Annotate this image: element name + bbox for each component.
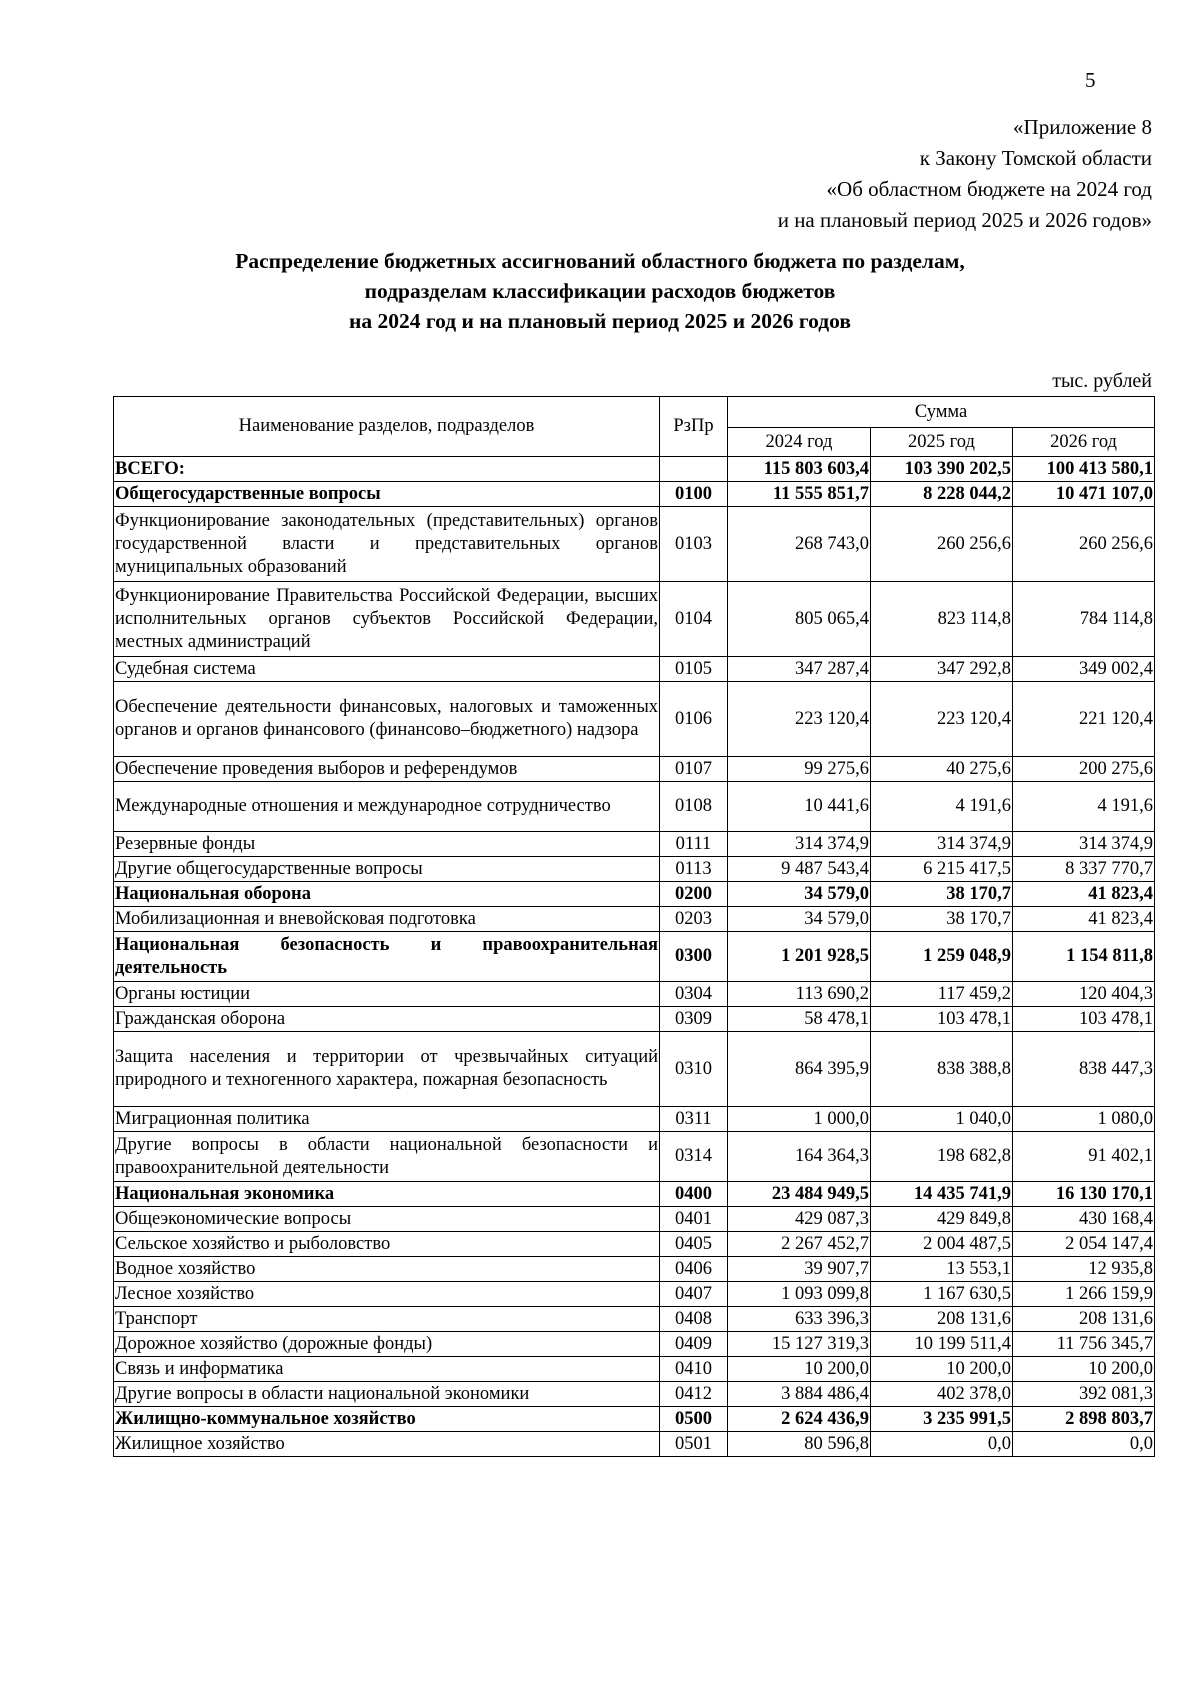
table-row	[114, 1407, 1155, 1432]
row-value-2024: 1 201 928,5	[728, 932, 871, 982]
row-code: 0310	[660, 1032, 728, 1107]
row-code: 0401	[660, 1207, 728, 1232]
row-value-2026: 784 114,8	[1013, 582, 1155, 657]
table-row	[114, 1007, 1155, 1032]
row-value-2024: 34 579,0	[728, 907, 871, 932]
title-line: подразделам классификации расходов бюджетов	[364, 279, 836, 303]
row-value-2024: 268 743,0	[728, 507, 871, 582]
row-name: Гражданская оборона	[114, 1007, 660, 1032]
table-row	[114, 1207, 1155, 1232]
row-code: 0203	[660, 907, 728, 932]
row-name: Мобилизационная и вневойсковая подготовка	[114, 907, 660, 932]
row-value-2025: 402 378,0	[871, 1382, 1013, 1407]
table-row	[114, 507, 1155, 582]
row-code	[660, 457, 728, 482]
row-value-2025: 223 120,4	[871, 682, 1013, 757]
row-name: Национальная экономика	[114, 1182, 660, 1207]
row-value-2025: 40 275,6	[871, 757, 1013, 782]
row-code: 0200	[660, 882, 728, 907]
row-value-2026: 200 275,6	[1013, 757, 1155, 782]
row-value-2024: 3 884 486,4	[728, 1382, 871, 1407]
row-value-2026: 392 081,3	[1013, 1382, 1155, 1407]
row-name: Жилищное хозяйство	[114, 1432, 660, 1457]
appendix-line: к Закону Томской области	[919, 146, 1152, 170]
row-value-2025: 0,0	[871, 1432, 1013, 1457]
table-row	[114, 1382, 1155, 1407]
table-row	[114, 1257, 1155, 1282]
header-year-2024: 2024 год	[728, 428, 871, 457]
page-number: 5	[1085, 68, 1096, 92]
row-value-2025: 314 374,9	[871, 832, 1013, 857]
row-code: 0410	[660, 1357, 728, 1382]
row-value-2024: 805 065,4	[728, 582, 871, 657]
row-value-2025: 117 459,2	[871, 982, 1013, 1007]
row-name: Функционирование законодательных (представительных) органов государственной власти и представительных органов муниципальных образований	[114, 507, 660, 582]
row-code: 0103	[660, 507, 728, 582]
row-code: 0105	[660, 657, 728, 682]
row-value-2026: 12 935,8	[1013, 1257, 1155, 1282]
header-year-2025: 2025 год	[871, 428, 1013, 457]
row-value-2024: 23 484 949,5	[728, 1182, 871, 1207]
row-code: 0405	[660, 1232, 728, 1257]
row-name: Функционирование Правительства Российской Федерации, высших исполнительных органов субъектов Российской Федерации, местных администраций	[114, 582, 660, 657]
row-value-2025: 429 849,8	[871, 1207, 1013, 1232]
table-body	[114, 457, 1155, 1457]
row-value-2026: 2 898 803,7	[1013, 1407, 1155, 1432]
table-row	[114, 1182, 1155, 1207]
row-value-2024: 864 395,9	[728, 1032, 871, 1107]
row-name: ВСЕГО:	[114, 457, 660, 482]
row-value-2026: 1 080,0	[1013, 1107, 1155, 1132]
row-value-2024: 99 275,6	[728, 757, 871, 782]
title-line: на 2024 год и на плановый период 2025 и 2026 годов	[349, 309, 851, 333]
row-value-2024: 11 555 851,7	[728, 482, 871, 507]
row-code: 0104	[660, 582, 728, 657]
row-code: 0406	[660, 1257, 728, 1282]
row-value-2026: 349 002,4	[1013, 657, 1155, 682]
table-row	[114, 582, 1155, 657]
row-code: 0501	[660, 1432, 728, 1457]
row-code: 0314	[660, 1132, 728, 1182]
table-row	[114, 1107, 1155, 1132]
row-value-2026: 91 402,1	[1013, 1132, 1155, 1182]
row-value-2025: 347 292,8	[871, 657, 1013, 682]
row-value-2025: 1 040,0	[871, 1107, 1013, 1132]
row-code: 0113	[660, 857, 728, 882]
table-row	[114, 782, 1155, 832]
row-value-2025: 823 114,8	[871, 582, 1013, 657]
row-code: 0412	[660, 1382, 728, 1407]
row-value-2025: 838 388,8	[871, 1032, 1013, 1107]
row-name: Национальная оборона	[114, 882, 660, 907]
row-value-2026: 260 256,6	[1013, 507, 1155, 582]
row-value-2024: 347 287,4	[728, 657, 871, 682]
row-value-2026: 0,0	[1013, 1432, 1155, 1457]
row-value-2026: 41 823,4	[1013, 907, 1155, 932]
row-value-2025: 13 553,1	[871, 1257, 1013, 1282]
row-value-2024: 58 478,1	[728, 1007, 871, 1032]
row-value-2025: 1 167 630,5	[871, 1282, 1013, 1307]
row-value-2025: 4 191,6	[871, 782, 1013, 832]
row-value-2024: 10 441,6	[728, 782, 871, 832]
row-value-2026: 103 478,1	[1013, 1007, 1155, 1032]
row-value-2024: 429 087,3	[728, 1207, 871, 1232]
row-value-2024: 633 396,3	[728, 1307, 871, 1332]
row-name: Общегосударственные вопросы	[114, 482, 660, 507]
row-value-2025: 260 256,6	[871, 507, 1013, 582]
row-value-2025: 6 215 417,5	[871, 857, 1013, 882]
row-name: Водное хозяйство	[114, 1257, 660, 1282]
row-value-2026: 838 447,3	[1013, 1032, 1155, 1107]
row-name: Другие общегосударственные вопросы	[114, 857, 660, 882]
row-name: Судебная система	[114, 657, 660, 682]
row-value-2025: 2 004 487,5	[871, 1232, 1013, 1257]
row-value-2026: 10 200,0	[1013, 1357, 1155, 1382]
table-row	[114, 1307, 1155, 1332]
row-code: 0111	[660, 832, 728, 857]
row-value-2024: 223 120,4	[728, 682, 871, 757]
row-code: 0300	[660, 932, 728, 982]
appendix-line: и на плановый период 2025 и 2026 годов»	[777, 208, 1152, 232]
row-value-2024: 113 690,2	[728, 982, 871, 1007]
row-name: Защита населения и территории от чрезвычайных ситуаций природного и техногенного характера, пожарная безопасность	[114, 1032, 660, 1107]
table-row	[114, 1132, 1155, 1182]
row-value-2025: 14 435 741,9	[871, 1182, 1013, 1207]
row-name: Миграционная политика	[114, 1107, 660, 1132]
row-name: Общеэкономические вопросы	[114, 1207, 660, 1232]
row-value-2025: 38 170,7	[871, 882, 1013, 907]
row-code: 0107	[660, 757, 728, 782]
row-name: Другие вопросы в области национальной экономики	[114, 1382, 660, 1407]
row-value-2024: 164 364,3	[728, 1132, 871, 1182]
row-value-2024: 80 596,8	[728, 1432, 871, 1457]
row-value-2024: 1 000,0	[728, 1107, 871, 1132]
row-value-2026: 1 266 159,9	[1013, 1282, 1155, 1307]
table-row	[114, 932, 1155, 982]
row-value-2024: 2 624 436,9	[728, 1407, 871, 1432]
row-value-2026: 430 168,4	[1013, 1207, 1155, 1232]
row-value-2025: 10 200,0	[871, 1357, 1013, 1382]
table-row	[114, 1432, 1155, 1457]
row-value-2025: 1 259 048,9	[871, 932, 1013, 982]
header-code: РзПр	[660, 397, 728, 457]
table-row	[114, 857, 1155, 882]
row-value-2024: 9 487 543,4	[728, 857, 871, 882]
row-value-2025: 10 199 511,4	[871, 1332, 1013, 1357]
row-code: 0309	[660, 1007, 728, 1032]
row-value-2025: 3 235 991,5	[871, 1407, 1013, 1432]
row-value-2026: 2 054 147,4	[1013, 1232, 1155, 1257]
header-year-2026: 2026 год	[1013, 428, 1155, 457]
row-name: Дорожное хозяйство (дорожные фонды)	[114, 1332, 660, 1357]
table-row	[114, 982, 1155, 1007]
row-value-2024: 1 093 099,8	[728, 1282, 871, 1307]
appendix-line: «Об областном бюджете на 2024 год	[826, 177, 1152, 201]
table-row	[114, 1032, 1155, 1107]
row-name: Сельское хозяйство и рыболовство	[114, 1232, 660, 1257]
table-row	[114, 482, 1155, 507]
table-row	[114, 1232, 1155, 1257]
row-name: Обеспечение деятельности финансовых, налоговых и таможенных органов и органов финансового (финансово–бюджетного) надзора	[114, 682, 660, 757]
document-title	[0, 246, 1200, 336]
row-code: 0500	[660, 1407, 728, 1432]
row-value-2024: 34 579,0	[728, 882, 871, 907]
row-name: Жилищно-коммунальное хозяйство	[114, 1407, 660, 1432]
row-name: Резервные фонды	[114, 832, 660, 857]
row-code: 0304	[660, 982, 728, 1007]
appendix-line: «Приложение 8	[1013, 115, 1152, 139]
row-value-2024: 15 127 319,3	[728, 1332, 871, 1357]
table-row	[114, 1332, 1155, 1357]
row-value-2024: 10 200,0	[728, 1357, 871, 1382]
row-code: 0106	[660, 682, 728, 757]
table-row	[114, 657, 1155, 682]
table-row	[114, 1282, 1155, 1307]
row-name: Другие вопросы в области национальной безопасности и правоохранительной деятельности	[114, 1132, 660, 1182]
header-name: Наименование разделов, подразделов	[114, 397, 660, 457]
row-value-2026: 120 404,3	[1013, 982, 1155, 1007]
table-row	[114, 457, 1155, 482]
units-label: тыс. рублей	[1052, 370, 1152, 392]
row-value-2026: 314 374,9	[1013, 832, 1155, 857]
row-value-2024: 115 803 603,4	[728, 457, 871, 482]
table-row	[114, 682, 1155, 757]
row-name: Международные отношения и международное сотрудничество	[114, 782, 660, 832]
table-row	[114, 757, 1155, 782]
row-value-2025: 103 390 202,5	[871, 457, 1013, 482]
row-value-2026: 208 131,6	[1013, 1307, 1155, 1332]
table-row	[114, 907, 1155, 932]
row-code: 0400	[660, 1182, 728, 1207]
budget-table	[113, 396, 1155, 1457]
row-value-2024: 314 374,9	[728, 832, 871, 857]
row-value-2025: 198 682,8	[871, 1132, 1013, 1182]
row-value-2026: 8 337 770,7	[1013, 857, 1155, 882]
row-value-2026: 16 130 170,1	[1013, 1182, 1155, 1207]
header-sum: Сумма	[728, 397, 1155, 428]
row-code: 0408	[660, 1307, 728, 1332]
row-value-2026: 221 120,4	[1013, 682, 1155, 757]
row-value-2026: 41 823,4	[1013, 882, 1155, 907]
row-name: Обеспечение проведения выборов и референдумов	[114, 757, 660, 782]
row-code: 0311	[660, 1107, 728, 1132]
appendix-reference	[778, 112, 1152, 236]
table-row	[114, 882, 1155, 907]
row-value-2026: 100 413 580,1	[1013, 457, 1155, 482]
table-row	[114, 1357, 1155, 1382]
row-name: Органы юстиции	[114, 982, 660, 1007]
row-code: 0409	[660, 1332, 728, 1357]
row-value-2024: 39 907,7	[728, 1257, 871, 1282]
row-name: Связь и информатика	[114, 1357, 660, 1382]
row-value-2026: 4 191,6	[1013, 782, 1155, 832]
row-value-2026: 11 756 345,7	[1013, 1332, 1155, 1357]
row-name: Национальная безопасность и правоохранительная деятельность	[114, 932, 660, 982]
row-value-2026: 10 471 107,0	[1013, 482, 1155, 507]
row-value-2025: 8 228 044,2	[871, 482, 1013, 507]
row-name: Лесное хозяйство	[114, 1282, 660, 1307]
table-row	[114, 832, 1155, 857]
row-code: 0407	[660, 1282, 728, 1307]
row-value-2025: 103 478,1	[871, 1007, 1013, 1032]
row-name: Транспорт	[114, 1307, 660, 1332]
row-value-2024: 2 267 452,7	[728, 1232, 871, 1257]
row-value-2025: 208 131,6	[871, 1307, 1013, 1332]
row-value-2026: 1 154 811,8	[1013, 932, 1155, 982]
row-code: 0100	[660, 482, 728, 507]
row-value-2025: 38 170,7	[871, 907, 1013, 932]
title-line: Распределение бюджетных ассигнований областного бюджета по разделам,	[235, 249, 965, 273]
row-code: 0108	[660, 782, 728, 832]
